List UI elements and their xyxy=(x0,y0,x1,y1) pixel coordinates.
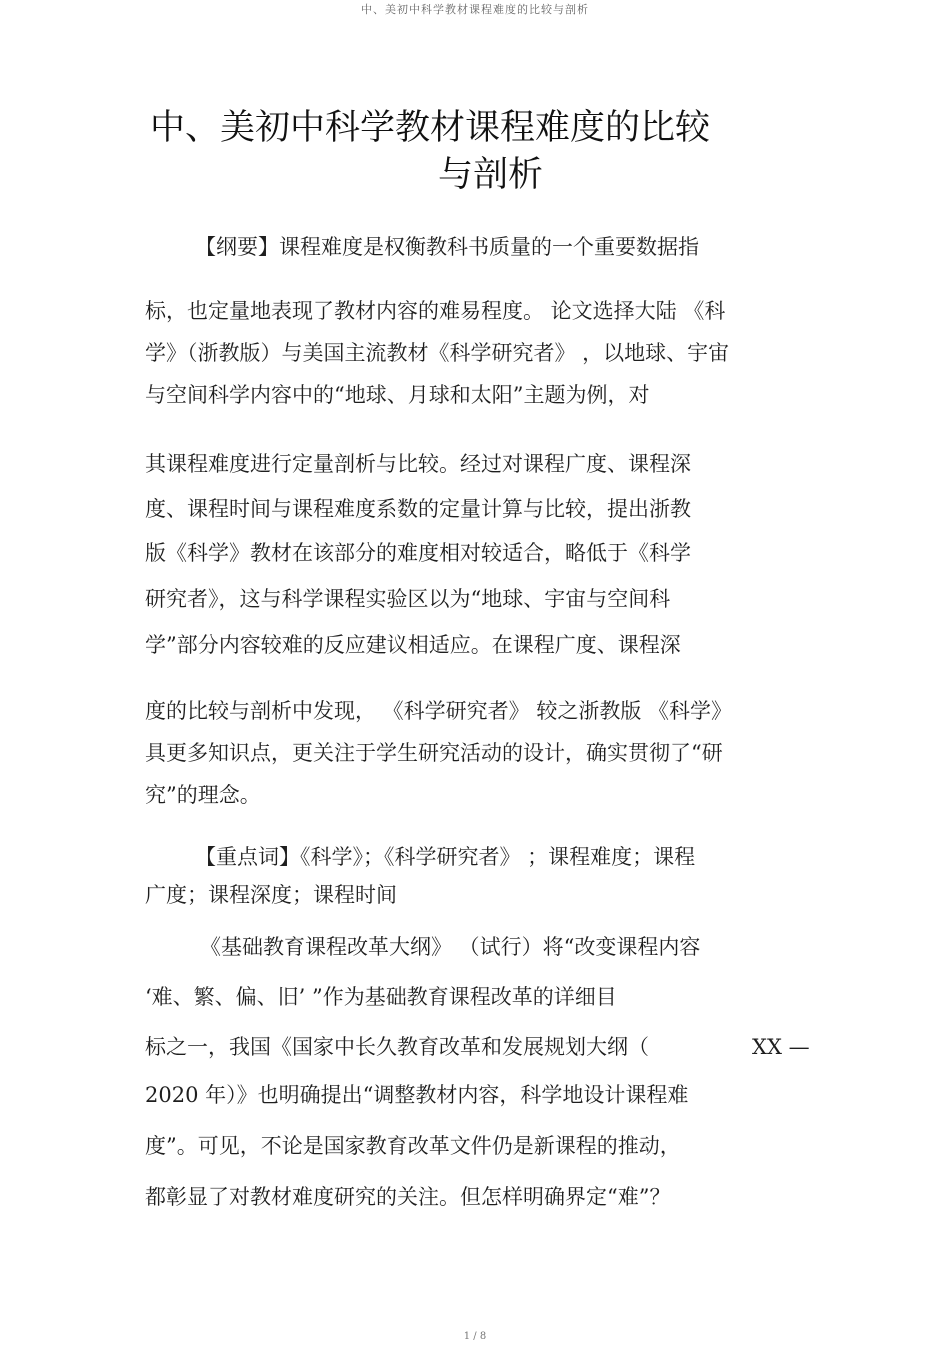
keywords-line: 【重点词】《科学》；《科学研究者》 ；课程难度；课程 xyxy=(195,845,696,869)
body-line: 度”。可见，不论是国家教育改革文件仍是新课程的推动， xyxy=(145,1134,681,1158)
body-line: ‘难、繁、偏、旧’ ”作为基础教育课程改革的详细目 xyxy=(145,985,617,1009)
abstract-line: 版《科学》教材在该部分的难度相对较适合，略低于《科学 xyxy=(145,541,691,565)
abstract-line: 学”部分内容较难的反应建议相适应。在课程广度、课程深 xyxy=(145,633,681,657)
abstract-line: 度的比较与剖析中发现， 《科学研究者》 较之浙教版 《科学》 xyxy=(145,699,733,723)
abstract-line: 具更多知识点，更关注于学生研究活动的设计，确实贯彻了“研 xyxy=(145,741,723,765)
abstract-line: 研究者》，这与科学课程实验区以为“地球、宇宙与空间科 xyxy=(145,587,671,611)
running-header: 中、美初中科学教材课程难度的比较与剖析 xyxy=(361,3,589,16)
body-line: 都彰显了对教材难度研究的关注。但怎样明确界定“难”？ xyxy=(145,1185,671,1209)
body-line: 标之一，我国《国家中长久教育改革和发展规划大纲（ xyxy=(145,1035,649,1059)
abstract-line: 其课程难度进行定量剖析与比较。经过对课程广度、课程深 xyxy=(145,452,691,476)
page-number: 1 / 8 xyxy=(463,1331,487,1342)
abstract-line: 【纲要】课程难度是权衡教科书质量的一个重要数据指 xyxy=(195,235,699,259)
abstract-line: 学》（浙教版）与美国主流教材《科学研究者》 ，以地球、宇宙 xyxy=(145,341,730,365)
body-line: 2020 年）》也明确提出“调整教材内容，科学地设计课程难 xyxy=(145,1083,689,1107)
document-title-line-1: 中、美初中科学教材课程难度的比较 xyxy=(150,108,711,148)
body-line: 《基础教育课程改革大纲》 （试行）将“改变课程内容 xyxy=(200,935,701,959)
abstract-line: 与空间科学内容中的“地球、月球和太阳”主题为例，对 xyxy=(145,383,650,407)
keywords-line: 广度；课程深度；课程时间 xyxy=(145,883,397,907)
body-line: XX — xyxy=(752,1035,810,1059)
abstract-line: 度、课程时间与课程难度系数的定量计算与比较，提出浙教 xyxy=(145,497,691,521)
document-title-line-2: 与剖析 xyxy=(438,155,544,195)
abstract-line: 标，也定量地表现了教材内容的难易程度。 论文选择大陆 《科 xyxy=(145,299,726,323)
abstract-line: 究”的理念。 xyxy=(145,783,261,807)
